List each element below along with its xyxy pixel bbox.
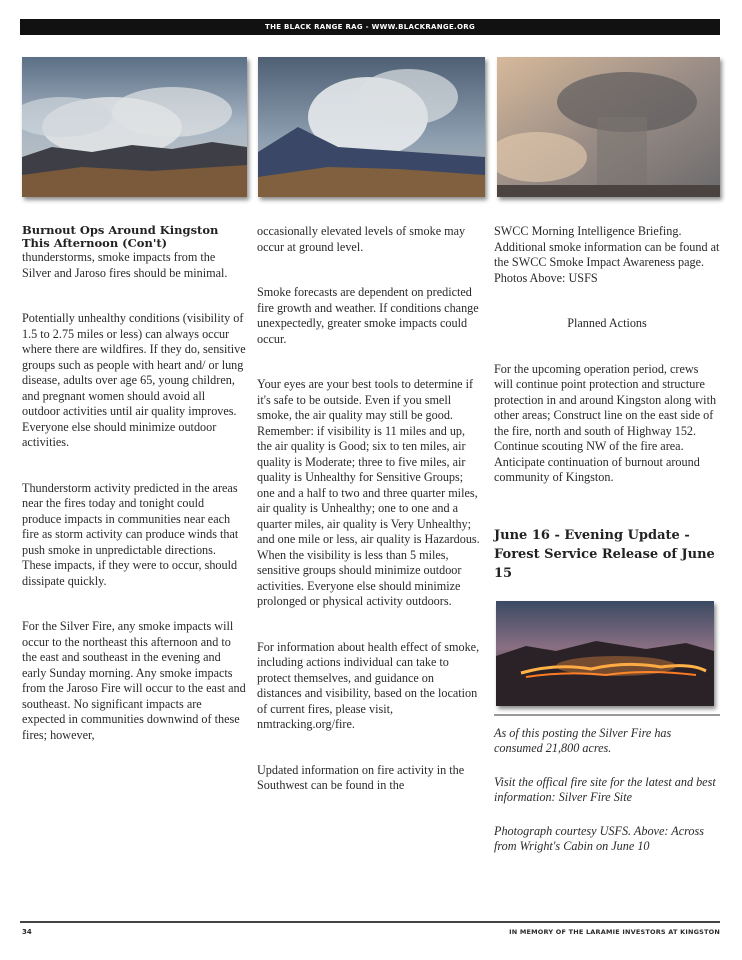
page-number: 34 bbox=[22, 928, 32, 936]
article-heading: Burnout Ops Around Kingston This Afternoon (Con't) bbox=[22, 223, 219, 250]
col2-paragraph-2: Smoke forecasts are dependent on predicted fire growth and weather. If conditions change unexpectedly, greater smoke impacts could occur. bbox=[257, 285, 479, 346]
col2-paragraph-5: Updated information on fire activity in the Southwest can be found in the bbox=[257, 762, 465, 792]
fire-photo bbox=[496, 601, 714, 706]
col2-paragraph-3: Your eyes are your best tools to determine if it's safe to be outside. Even if you smell smoke, the air quality may still be good. Remember: if visibility is 11 miles and up, the air quality is Good; six to ten miles, air quality is Moderate; three to five miles, air quality is Unhealthy for Sensitive Groups; one and a half to two and three quarter miles, air quality is Unhealthy; one to one and a quarter miles, air quality is Very Unhealthy; and one mile or less, air quality is Hazardous. When the visibility is less than 5 miles, sensitive groups should minimize outdoor activities. Everyone else should minimize prolonged or physical activity outdoors. bbox=[257, 377, 480, 608]
caption-divider bbox=[494, 714, 720, 716]
smoke-photo-2 bbox=[258, 57, 485, 197]
caption-fire-site: Visit the offical fire site for the latest and best information: Silver Fire Site bbox=[494, 774, 716, 804]
header-text: THE BLACK RANGE RAG - WWW.BLACKRANGE.ORG bbox=[265, 23, 475, 31]
smoke-photo-1 bbox=[22, 57, 247, 197]
col1-paragraph-2: Potentially unhealthy conditions (visibility of 1.5 to 2.75 miles or less) can always occur where there are wildfires. If they do, sensitive groups such as people with heart and/ or lung disease, adults over age 65, young children, and pregnant women should avoid all outdoor activities until air quality improves. Everyone else should minimize outdoor activities. bbox=[22, 311, 246, 449]
column-2 bbox=[257, 224, 481, 794]
smoke-photo-3 bbox=[497, 57, 720, 197]
col3-paragraph-1: SWCC Morning Intelligence Briefing. Additional smoke information can be found at the SWCC Smoke Impact Awareness page. Photos Above: USFS bbox=[494, 224, 720, 285]
caption-photo-credit: Photograph courtesy USFS. Above: Across from Wright's Cabin on June 10 bbox=[494, 823, 704, 853]
caption-acres: As of this posting the Silver Fire has consumed 21,800 acres. bbox=[494, 725, 672, 755]
header-bar bbox=[20, 19, 720, 35]
col2-paragraph-4: For information about health effect of smoke, including actions individual can take to protect themselves, and guidance on distances and visibility, based on the location of current fires, please visit, nmtracking.org/fire. bbox=[257, 639, 480, 731]
col1-paragraph-3: Thunderstorm activity predicted in the areas near the fires today and tonight could produce impacts in communities near each fire as storm activity can produce winds that push smoke in unpredictable directions. These impacts, if they were to occur, should dissipate quickly. bbox=[22, 480, 239, 588]
column-1 bbox=[22, 224, 246, 743]
column-3 bbox=[494, 224, 720, 855]
col3-paragraph-3: For the upcoming operation period, crews will continue point protection and structure protection in and around Kingston along with other areas; Construct line on the east side of the fire, north and south of Highway 152. Continue scouting NW of the fire area. Anticipate continuation of burnout around community of Kingston. bbox=[494, 361, 717, 484]
col2-paragraph-1: occasionally elevated levels of smoke may occur at ground level. bbox=[257, 224, 466, 254]
col1-paragraph-4: For the Silver Fire, any smoke impacts will occur to the northeast this afternoon and to the east and southeast in the evening and early Sunday morning. Any smoke impacts from the Jaroso Fire will occur to the east and southeast. No significant impacts are expected in communities downwind of these fires; however, bbox=[22, 619, 246, 742]
planned-actions-heading: Planned Actions bbox=[567, 316, 647, 330]
col1-paragraph-1: thunderstorms, smoke impacts from the Silver and Jaroso fires should be minimal. bbox=[22, 250, 228, 280]
footer-dedication: IN MEMORY OF THE LARAMIE INVESTORS AT KINGSTON bbox=[509, 928, 720, 936]
footer-rule bbox=[20, 921, 720, 923]
evening-update-heading: June 16 - Evening Update - Forest Service Release of June 15 bbox=[494, 527, 715, 581]
